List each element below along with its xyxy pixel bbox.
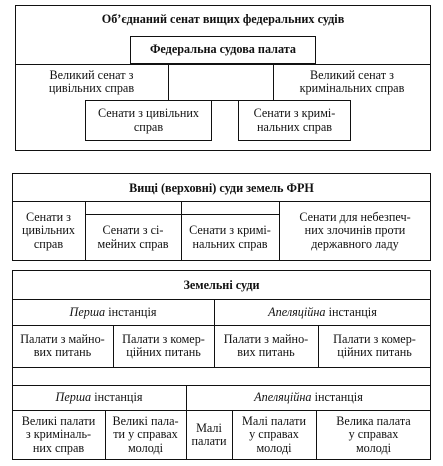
senates-criminal-label: Сенати з кримі- нальних справ xyxy=(253,106,336,134)
youth-appeal-instance xyxy=(186,391,431,405)
youth-appeal-instance-word: інстанція xyxy=(311,390,363,404)
youth-appeal-instance-em: Апеляційна xyxy=(254,390,312,404)
land-first-instance xyxy=(12,306,214,320)
land-appeal-instance xyxy=(214,306,431,320)
senates-criminal-land: Сенати з кримі- нальних справ xyxy=(189,223,271,251)
land-first-instance-word: інстанція xyxy=(105,305,157,319)
grand-chambers-criminal: Великі палати з криміналь- них справ xyxy=(21,413,96,455)
land-first-instance-em: Перша xyxy=(69,305,106,319)
joint-senate-title: Об’єднаний сенат вищих федеральних судів xyxy=(101,12,345,26)
youth-first-instance xyxy=(12,391,186,405)
senates-civil-label: Сенати з цивільних справ xyxy=(97,106,200,134)
federal-court-chamber-label: Федеральна судова палата xyxy=(149,42,297,56)
higher-courts-title: Вищі (верховні) суди земель ФРН xyxy=(129,181,314,195)
senates-state-crimes-land: Сенати для небезпеч- них злочинів проти державного ладу xyxy=(299,209,411,251)
section3-title-line xyxy=(12,299,431,300)
grand-chamber-youth: Велика палата у справах молоді xyxy=(336,413,411,455)
land-appeal-instance-em: Апеляційна xyxy=(268,305,326,319)
land-appeal-instance-word: інстанція xyxy=(325,305,377,319)
land-first-property: Палати з майно- вих питань xyxy=(20,331,105,359)
youth-first-instance-em: Перша xyxy=(55,390,92,404)
youth-first-instance-word: інстанція xyxy=(91,390,143,404)
land-first-commercial: Палати з комер- ційних питань xyxy=(122,331,205,359)
section4-top-line xyxy=(12,385,431,386)
small-chambers: Малі палати xyxy=(191,420,227,448)
land-appeal-property: Палати з майно- вих питань xyxy=(223,331,309,359)
section1-row-line xyxy=(15,64,431,65)
land-appeal-commercial: Палати з комер- ційних питань xyxy=(333,331,416,359)
senates-civil-land: Сенати з цивільних справ xyxy=(22,209,75,251)
senates-family-land: Сенати з сі- мейних справ xyxy=(97,223,169,251)
grand-senate-civil: Великий сенат з цивільних справ xyxy=(48,67,135,95)
small-chambers-youth: Малі палати у справах молоді xyxy=(242,413,306,455)
section3-bottom-line xyxy=(12,367,431,368)
grand-chambers-youth: Великі пала- ти у справах молоді xyxy=(112,413,179,455)
section1-center-divider xyxy=(168,64,169,100)
land-courts-title: Земельні суди xyxy=(183,278,260,292)
grand-senate-criminal: Великий сенат з кримінальних справ xyxy=(299,67,405,95)
